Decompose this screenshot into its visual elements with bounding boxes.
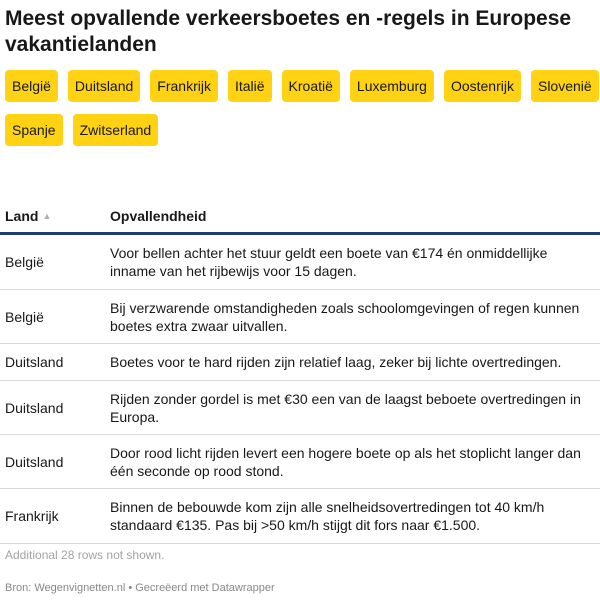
filter-button-oostenrijk[interactable]: Oostenrijk (444, 70, 521, 102)
filter-button-belgie[interactable]: België (5, 70, 58, 102)
sort-ascending-icon: ▲ (42, 211, 52, 221)
cell-opvallendheid: Binnen de bebouwde kom zijn alle snelheidsovertredingen tot 40 km/h standaard €135. Pas bij >50 km/h stijgt dit fors naar €1.500. (110, 499, 545, 533)
cell-land: België (5, 254, 44, 270)
filter-button-italie[interactable]: Italië (228, 70, 272, 102)
filter-button-zwitserland[interactable]: Zwitserland (73, 114, 159, 146)
filter-button-duitsland[interactable]: Duitsland (68, 70, 140, 102)
rows-not-shown-note: Additional 28 rows not shown. (5, 548, 165, 562)
source-credit: Bron: Wegenvignetten.nl • Gecreëerd met Datawrapper (5, 582, 275, 594)
cell-opvallendheid: Bij verzwarende omstandigheden zoals schoolomgevingen of regen kunnen boetes extra zwaar uitvallen. (110, 299, 580, 334)
table-row (0, 344, 600, 381)
filter-button-spanje[interactable]: Spanje (5, 114, 63, 146)
table-row (0, 235, 600, 290)
table-row (0, 381, 600, 435)
filter-button-luxemburg[interactable]: Luxemburg (350, 70, 434, 102)
filter-button-frankrijk[interactable]: Frankrijk (150, 70, 218, 102)
cell-land: Duitsland (5, 354, 64, 370)
country-filter-buttons (5, 70, 600, 146)
table-row (0, 489, 600, 544)
cell-land: Duitsland (5, 399, 64, 416)
column-header-label: Opvallendheid (110, 208, 207, 224)
filter-button-slovenie[interactable]: Slovenië (531, 70, 599, 102)
cell-opvallendheid: Boetes voor te hard rijden zijn relatief laag, zeker bij lichte overtredingen. (110, 354, 562, 370)
cell-land: Frankrijk (5, 508, 59, 524)
table-row (0, 290, 600, 344)
column-header-label: Land (5, 208, 39, 224)
cell-land: Duitsland (5, 453, 64, 470)
cell-opvallendheid: Voor bellen achter het stuur geldt een boete van €174 én onmiddellijke inname van het rijbewijs voor 15 dagen. (110, 245, 548, 279)
cell-opvallendheid: Rijden zonder gordel is met €30 een van de laagst beboete overtredingen in Europa. (110, 390, 581, 425)
column-header-opvallendheid[interactable] (110, 208, 206, 224)
filter-button-kroatie[interactable]: Kroatië (282, 70, 340, 102)
page-title: Meest opvallende verkeersboetes en -regels in Europese vakantielanden (5, 7, 572, 56)
column-header-land[interactable] (0, 208, 110, 224)
cell-opvallendheid: Door rood licht rijden levert een hogere boete op als het stoplicht langer dan één seconde op rood stond. (110, 444, 581, 479)
table-row (0, 435, 600, 489)
table-header (0, 197, 600, 235)
fines-table (0, 197, 600, 544)
cell-land: België (5, 308, 44, 325)
